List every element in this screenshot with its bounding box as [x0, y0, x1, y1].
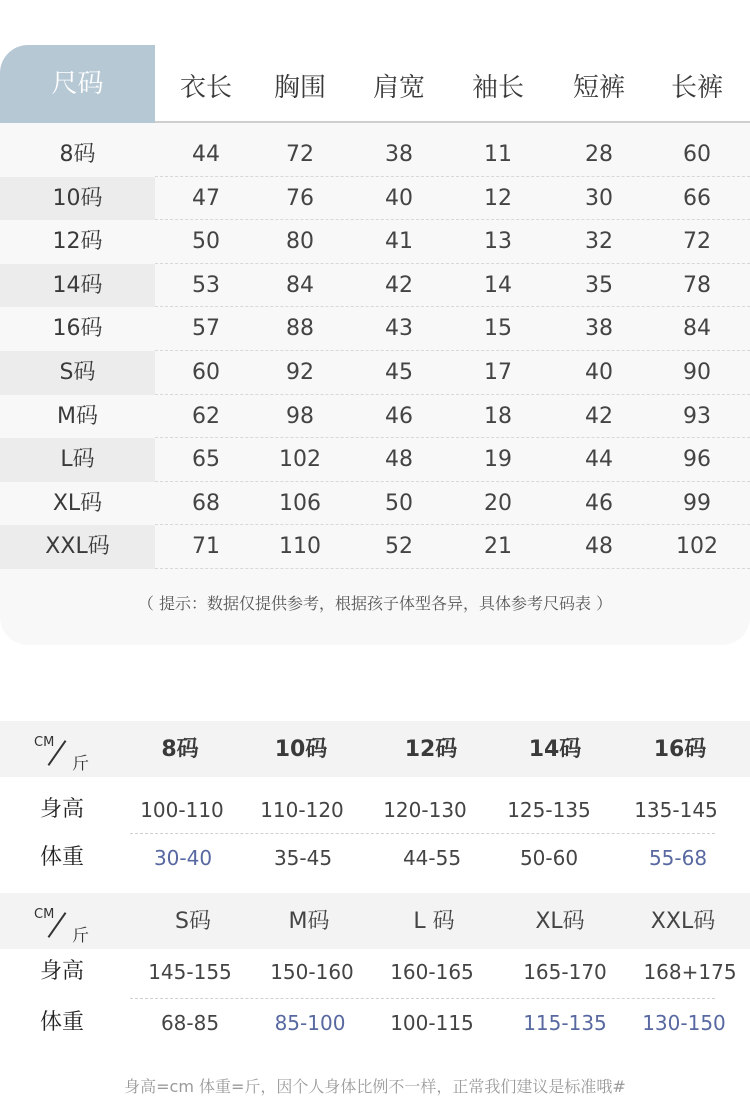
size-value: 68: [192, 490, 220, 516]
size-value: 62: [192, 403, 220, 429]
hw1-weight-value: 55-68: [648, 846, 708, 870]
size-row: [0, 482, 750, 526]
hw2-weight-value: 85-100: [274, 1011, 346, 1035]
unit-cm: CM: [34, 907, 55, 922]
col-header-sleeve: 袖长: [471, 73, 525, 103]
size-value: 42: [385, 272, 413, 298]
size-value: 43: [385, 316, 413, 342]
size-value: 110: [279, 534, 321, 560]
hw2-weight-value: 130-150: [642, 1011, 726, 1035]
size-value: 88: [286, 316, 314, 342]
size-value: 38: [385, 142, 413, 167]
hw1-height-row: [0, 786, 750, 834]
size-value: 60: [192, 360, 220, 385]
hw1-height-value: 110-120: [260, 798, 344, 822]
hw2-height-value: 160-165: [390, 960, 474, 984]
unit-label: [34, 735, 94, 774]
height-label: 身高: [40, 959, 85, 984]
size-value: 44: [585, 447, 613, 473]
size-value: 21: [484, 534, 512, 560]
size-value: 106: [279, 490, 321, 516]
hw1-col-16: 16码: [653, 737, 707, 762]
size-chart: [0, 45, 750, 645]
hw2-weight-value: 115-135: [523, 1011, 607, 1035]
hw2-weight-value: 68-85: [160, 1011, 220, 1035]
size-row: [0, 525, 750, 569]
hw1-weight-value: 35-45: [273, 846, 333, 870]
size-value: 50: [192, 229, 220, 255]
hw2-col-l: L 码: [413, 909, 455, 934]
size-label: 14码: [0, 264, 155, 308]
hw1-weight-value: 30-40: [153, 846, 213, 870]
size-value: 76: [286, 185, 314, 211]
hw2-height-row: [0, 948, 750, 996]
size-value: 57: [192, 316, 220, 342]
size-row: [0, 395, 750, 439]
hw1-height-value: 100-110: [140, 798, 224, 822]
size-value: 50: [385, 490, 413, 516]
size-value: 19: [484, 447, 512, 473]
hw1-col-10: 10码: [274, 737, 328, 762]
size-value: 72: [286, 142, 314, 167]
size-value: 53: [192, 272, 220, 298]
size-value: 90: [683, 360, 711, 385]
size-value: 11: [484, 142, 512, 167]
size-value: 47: [192, 185, 220, 211]
unit-jin: 斤: [72, 926, 89, 946]
hw2-height-value: 168+175: [643, 960, 737, 984]
size-value: 28: [585, 142, 613, 167]
hw1-col-8: 8码: [161, 737, 199, 762]
size-value: 40: [385, 185, 413, 211]
size-chart-header: [0, 45, 750, 123]
size-value: 18: [484, 403, 512, 429]
size-value: 84: [286, 272, 314, 298]
size-label: 16码: [52, 316, 103, 342]
hw-table-2-header: [0, 893, 750, 949]
size-value: 17: [484, 360, 512, 385]
hw2-height-value: 150-160: [270, 960, 354, 984]
hw-table-1-header: [0, 721, 750, 777]
size-value: 13: [484, 229, 512, 255]
size-value: 80: [286, 229, 314, 255]
size-value: 42: [585, 403, 613, 429]
size-label: 10码: [0, 177, 155, 221]
size-value: 48: [385, 447, 413, 473]
unit-label: [34, 907, 94, 946]
size-value: 41: [385, 229, 413, 255]
size-value: 60: [683, 142, 711, 167]
size-value: 20: [484, 490, 512, 516]
hw1-height-value: 125-135: [507, 798, 591, 822]
size-label: 8码: [59, 142, 96, 167]
size-value: 65: [192, 447, 220, 473]
size-value: 98: [286, 403, 314, 429]
size-value: 14: [484, 272, 512, 298]
size-value: 52: [385, 534, 413, 560]
size-note: （ 提示：数据仅提供参考，根据孩子体型各异，具体参考尺码表 ）: [137, 594, 613, 613]
col-header-shoulder: 肩宽: [372, 73, 426, 103]
unit-cm: CM: [34, 735, 55, 750]
size-value: 46: [385, 403, 413, 429]
hw2-col-xxl: XXL码: [650, 909, 716, 934]
size-row: [0, 307, 750, 351]
size-value: 72: [683, 229, 711, 255]
hw1-height-value: 135-145: [634, 798, 718, 822]
hw2-col-m: M码: [288, 909, 330, 934]
size-value: 40: [585, 360, 613, 385]
size-label: 12码: [52, 229, 103, 255]
size-value: 35: [585, 272, 613, 298]
size-row: [0, 264, 750, 308]
hw1-height-value: 120-130: [383, 798, 467, 822]
hw2-weight-value: 100-115: [390, 1011, 474, 1035]
col-header-shorts: 短裤: [572, 73, 626, 103]
hw2-weight-row: [0, 999, 750, 1047]
col-header-chest: 胸围: [273, 73, 327, 103]
size-value: 44: [192, 142, 220, 167]
size-value: 15: [484, 316, 512, 342]
size-label: S码: [0, 351, 155, 395]
col-header-trousers: 长裤: [670, 73, 724, 103]
size-value: 32: [585, 229, 613, 255]
hw2-height-value: 145-155: [148, 960, 232, 984]
hw1-col-12: 12码: [404, 737, 458, 762]
size-value: 46: [585, 490, 613, 516]
unit-jin: 斤: [72, 754, 89, 774]
size-row: [0, 351, 750, 395]
size-value: 12: [484, 185, 512, 211]
size-value: 92: [286, 360, 314, 385]
size-value: 48: [585, 534, 613, 560]
hw2-col-s: S码: [175, 909, 211, 934]
size-value: 45: [385, 360, 413, 385]
header-divider: [155, 121, 750, 123]
size-value: 102: [279, 447, 321, 473]
weight-label: 体重: [40, 1010, 85, 1035]
size-label: L码: [0, 438, 155, 482]
hw2-height-value: 165-170: [523, 960, 607, 984]
row-divider: [155, 568, 750, 569]
size-label: XXL码: [0, 525, 155, 569]
size-row: [0, 438, 750, 482]
footer-note: 身高=cm 体重=斤，因个人身体比例不一样，正常我们建议是标准哦#: [124, 1077, 626, 1096]
hw1-weight-value: 50-60: [519, 846, 579, 870]
size-column-header: 尺码: [0, 45, 155, 123]
size-label: XL码: [52, 490, 103, 516]
hw2-col-xl: XL码: [535, 909, 585, 934]
size-value: 102: [676, 534, 718, 560]
size-row: [0, 177, 750, 221]
size-row: [0, 133, 750, 177]
size-value: 96: [683, 447, 711, 473]
size-value: 71: [192, 534, 220, 560]
hw1-weight-value: 44-55: [402, 846, 462, 870]
size-value: 30: [585, 185, 613, 211]
hw1-col-14: 14码: [528, 737, 582, 762]
size-label: M码: [57, 403, 98, 429]
weight-label: 体重: [40, 845, 85, 870]
size-value: 84: [683, 316, 711, 342]
hw1-weight-row: [0, 834, 750, 882]
size-value: 93: [683, 403, 711, 429]
size-value: 66: [683, 185, 711, 211]
size-row: [0, 220, 750, 264]
height-label: 身高: [40, 797, 85, 822]
size-value: 78: [683, 272, 711, 298]
size-value: 99: [683, 490, 711, 516]
size-value: 38: [585, 316, 613, 342]
col-header-length: 衣长: [179, 73, 233, 103]
